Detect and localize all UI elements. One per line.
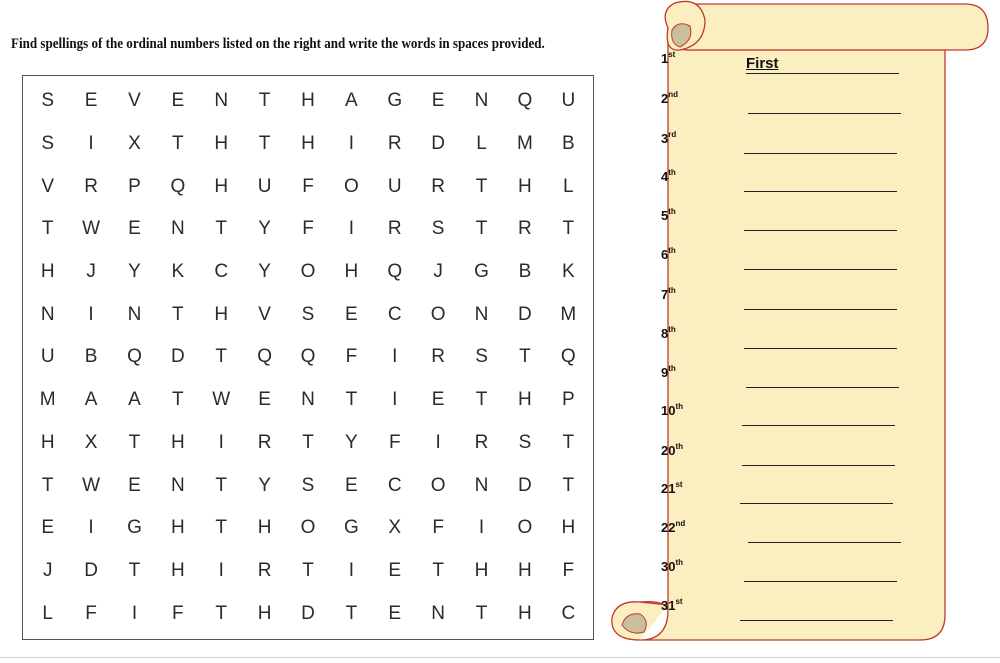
grid-letter[interactable]: T bbox=[258, 133, 271, 155]
answer-blank[interactable] bbox=[744, 230, 897, 231]
ordinal-suffix: st bbox=[675, 480, 683, 489]
ordinal-number: 2 bbox=[661, 91, 669, 106]
ordinal-suffix: st bbox=[668, 50, 676, 59]
grid-letter[interactable]: C bbox=[387, 474, 402, 496]
grid-letter[interactable]: I bbox=[88, 133, 94, 155]
grid-letter[interactable]: Q bbox=[387, 261, 403, 283]
ordinal-label bbox=[661, 91, 678, 106]
grid-letter[interactable]: T bbox=[172, 303, 184, 325]
grid-letter[interactable]: E bbox=[128, 474, 141, 496]
grid-letter[interactable]: T bbox=[258, 90, 271, 112]
grid-letter[interactable]: F bbox=[85, 602, 97, 624]
grid-letter[interactable]: M bbox=[560, 303, 577, 325]
ordinal-row bbox=[661, 443, 921, 473]
grid-letter[interactable]: H bbox=[257, 602, 272, 624]
grid-letter[interactable]: T bbox=[345, 602, 358, 624]
grid-letter[interactable]: D bbox=[301, 602, 315, 624]
grid-letter[interactable]: H bbox=[214, 175, 229, 197]
grid-letter[interactable]: D bbox=[518, 474, 532, 496]
answer-blank[interactable] bbox=[742, 425, 895, 426]
grid-letter[interactable]: T bbox=[562, 474, 575, 496]
grid-letter[interactable]: N bbox=[474, 474, 489, 496]
ordinal-row bbox=[661, 598, 921, 628]
grid-letter[interactable]: T bbox=[562, 218, 575, 240]
ordinal-row bbox=[661, 287, 921, 317]
ordinal-label bbox=[661, 131, 676, 146]
grid-letter[interactable]: I bbox=[348, 218, 355, 240]
grid-letter[interactable]: X bbox=[84, 431, 98, 453]
grid-letter[interactable]: E bbox=[171, 90, 185, 112]
grid-letter[interactable]: L bbox=[42, 602, 53, 624]
ordinal-label bbox=[661, 247, 676, 262]
ordinal-number: 20 bbox=[661, 443, 676, 458]
ordinal-suffix: th bbox=[668, 286, 676, 295]
grid-letter[interactable]: T bbox=[432, 559, 444, 581]
ordinal-number: 8 bbox=[661, 326, 669, 341]
ordinal-suffix: th bbox=[675, 402, 684, 411]
grid-letter[interactable]: T bbox=[172, 389, 184, 411]
grid-letter[interactable]: S bbox=[41, 133, 55, 155]
grid-letter[interactable]: I bbox=[392, 346, 398, 368]
grid-letter[interactable]: I bbox=[348, 559, 355, 581]
grid-letter[interactable]: O bbox=[300, 261, 316, 283]
grid-letter[interactable]: V bbox=[128, 90, 141, 112]
ordinal-suffix: nd bbox=[675, 519, 686, 528]
grid-letter[interactable]: P bbox=[561, 389, 575, 411]
grid-letter[interactable]: J bbox=[42, 559, 53, 581]
grid-letter[interactable]: P bbox=[128, 175, 141, 197]
grid-letter[interactable]: H bbox=[214, 133, 229, 155]
grid-letter[interactable]: W bbox=[212, 389, 231, 411]
answer-blank[interactable] bbox=[744, 153, 897, 154]
ordinal-number: 3 bbox=[661, 131, 669, 146]
grid-letter[interactable]: H bbox=[518, 175, 532, 197]
ordinal-row bbox=[661, 131, 921, 161]
grid-letter[interactable]: S bbox=[431, 218, 445, 240]
grid-letter[interactable]: B bbox=[561, 133, 575, 155]
grid-letter[interactable]: T bbox=[41, 474, 54, 496]
ordinal-label bbox=[661, 169, 676, 184]
grid-letter[interactable]: T bbox=[215, 602, 228, 624]
grid-letter[interactable]: H bbox=[170, 517, 185, 539]
grid-letter[interactable]: X bbox=[128, 133, 141, 155]
ordinal-label bbox=[661, 287, 676, 302]
ordinal-label bbox=[661, 51, 675, 66]
grid-letter[interactable]: K bbox=[561, 261, 575, 283]
grid-letter[interactable]: Y bbox=[345, 431, 358, 453]
grid-letter[interactable]: N bbox=[474, 90, 489, 112]
ordinal-number: 10 bbox=[661, 403, 676, 418]
ordinal-suffix: st bbox=[675, 597, 683, 606]
answer-blank[interactable] bbox=[744, 269, 897, 270]
grid-letter[interactable]: Q bbox=[560, 346, 576, 368]
answer-blank[interactable] bbox=[748, 542, 901, 543]
grid-letter[interactable]: H bbox=[214, 303, 229, 325]
grid-letter[interactable]: U bbox=[257, 175, 272, 197]
ordinal-label bbox=[661, 559, 683, 574]
grid-letter[interactable]: S bbox=[41, 90, 55, 112]
grid-letter[interactable]: M bbox=[39, 389, 56, 411]
ordinal-label bbox=[661, 403, 683, 418]
grid-letter[interactable]: E bbox=[345, 474, 358, 496]
answer-blank[interactable] bbox=[744, 581, 897, 582]
grid-letter[interactable]: G bbox=[387, 90, 403, 112]
grid-letter[interactable]: R bbox=[387, 218, 402, 240]
answer-blank[interactable] bbox=[744, 348, 897, 349]
ordinal-suffix: th bbox=[668, 168, 676, 177]
grid-letter[interactable]: F bbox=[388, 431, 401, 453]
grid-letter[interactable]: S bbox=[475, 346, 488, 368]
grid-letter[interactable]: F bbox=[562, 559, 575, 581]
grid-letter[interactable]: O bbox=[300, 517, 316, 539]
grid-letter[interactable]: H bbox=[301, 90, 315, 112]
ordinal-row bbox=[661, 169, 921, 199]
grid-letter[interactable]: A bbox=[345, 90, 358, 112]
ordinal-number: 1 bbox=[661, 51, 669, 66]
grid-letter[interactable]: R bbox=[257, 431, 272, 453]
grid-letter[interactable]: I bbox=[348, 133, 355, 155]
ordinal-row bbox=[661, 51, 921, 81]
grid-letter[interactable]: R bbox=[387, 133, 402, 155]
grid-letter[interactable]: R bbox=[474, 431, 489, 453]
grid-letter[interactable]: M bbox=[517, 133, 533, 155]
grid-letter[interactable]: U bbox=[40, 346, 55, 368]
grid-letter[interactable]: H bbox=[518, 389, 532, 411]
ordinal-row bbox=[661, 559, 921, 589]
grid-letter[interactable]: T bbox=[215, 474, 228, 496]
ordinal-number: 22 bbox=[661, 520, 676, 535]
grid-letter[interactable]: T bbox=[215, 218, 228, 240]
grid-letter[interactable]: T bbox=[475, 175, 488, 197]
grid-letter[interactable]: E bbox=[258, 389, 271, 411]
ordinal-suffix: rd bbox=[668, 130, 677, 139]
ordinal-label bbox=[661, 443, 683, 458]
instruction-text: Find spellings of the ordinal numbers listed on the right and write the words in spaces provided. bbox=[11, 36, 545, 52]
grid-letter[interactable]: V bbox=[258, 303, 271, 325]
grid-letter[interactable]: N bbox=[474, 303, 489, 325]
grid-letter[interactable]: T bbox=[172, 133, 184, 155]
grid-letter[interactable]: E bbox=[345, 303, 358, 325]
grid-letter[interactable]: N bbox=[214, 90, 229, 112]
grid-letter[interactable]: I bbox=[392, 389, 398, 411]
grid-letter[interactable]: T bbox=[302, 431, 314, 453]
ordinal-suffix: th bbox=[668, 364, 676, 373]
answer-blank[interactable] bbox=[744, 191, 897, 192]
grid-letter[interactable]: H bbox=[170, 559, 185, 581]
grid-letter[interactable]: W bbox=[82, 474, 101, 496]
ordinal-number: 31 bbox=[661, 598, 676, 613]
grid-letter[interactable]: D bbox=[431, 133, 446, 155]
ordinal-row bbox=[661, 208, 921, 238]
grid-letter[interactable]: O bbox=[343, 175, 359, 197]
grid-letter[interactable]: Y bbox=[258, 474, 271, 496]
grid-letter[interactable]: I bbox=[218, 559, 224, 581]
grid-letter[interactable]: T bbox=[41, 218, 54, 240]
grid-letter[interactable]: T bbox=[519, 346, 531, 368]
ordinal-label bbox=[661, 598, 683, 613]
grid-letter[interactable]: F bbox=[345, 346, 358, 368]
grid-letter[interactable]: D bbox=[518, 303, 532, 325]
grid-letter[interactable]: L bbox=[563, 175, 574, 197]
grid-letter[interactable]: R bbox=[518, 218, 532, 240]
ordinal-suffix: th bbox=[675, 442, 684, 451]
grid-letter[interactable]: E bbox=[388, 602, 402, 624]
ordinal-suffix: th bbox=[675, 558, 684, 567]
grid-letter[interactable]: H bbox=[257, 517, 272, 539]
grid-letter[interactable]: U bbox=[561, 90, 576, 112]
grid-letter[interactable]: Q bbox=[170, 175, 186, 197]
grid-letter[interactable]: E bbox=[388, 559, 402, 581]
grid-letter[interactable]: N bbox=[170, 218, 185, 240]
grid-letter[interactable]: Y bbox=[258, 261, 271, 283]
grid-letter[interactable]: H bbox=[561, 517, 576, 539]
ordinal-suffix: th bbox=[668, 325, 676, 334]
grid-letter[interactable]: C bbox=[561, 602, 576, 624]
grid-letter[interactable]: D bbox=[170, 346, 185, 368]
grid-letter[interactable]: X bbox=[388, 517, 402, 539]
grid-letter[interactable]: T bbox=[562, 431, 575, 453]
answer-blank[interactable] bbox=[746, 73, 899, 74]
grid-letter[interactable]: N bbox=[170, 474, 185, 496]
grid-letter[interactable]: D bbox=[84, 559, 98, 581]
ordinal-number: 21 bbox=[661, 481, 676, 496]
grid-letter[interactable]: O bbox=[430, 474, 446, 496]
ordinal-number: 6 bbox=[661, 247, 669, 262]
ordinal-number: 30 bbox=[661, 559, 676, 574]
ordinal-number: 5 bbox=[661, 208, 669, 223]
answer-blank[interactable] bbox=[742, 465, 895, 466]
grid-letter[interactable]: E bbox=[41, 517, 55, 539]
answer-text: First bbox=[746, 55, 779, 72]
grid-letter[interactable]: T bbox=[302, 559, 314, 581]
grid-letter[interactable]: I bbox=[88, 517, 94, 539]
ordinal-row bbox=[661, 91, 921, 121]
ordinal-label bbox=[661, 520, 685, 535]
ordinal-row bbox=[661, 403, 921, 433]
grid-letter[interactable]: S bbox=[518, 431, 532, 453]
answer-blank[interactable] bbox=[740, 503, 893, 504]
ordinal-number: 7 bbox=[661, 287, 669, 302]
grid-letter[interactable]: Q bbox=[127, 346, 142, 368]
grid-letter[interactable]: I bbox=[435, 431, 441, 453]
grid-letter[interactable]: H bbox=[518, 602, 532, 624]
answer-blank[interactable] bbox=[748, 113, 901, 114]
grid-letter[interactable]: J bbox=[86, 261, 96, 283]
grid-letter[interactable]: K bbox=[171, 261, 185, 283]
ordinal-row bbox=[661, 365, 921, 395]
ordinal-suffix: th bbox=[668, 246, 676, 255]
grid-letter[interactable]: T bbox=[475, 602, 488, 624]
grid-letter[interactable]: H bbox=[170, 431, 185, 453]
grid-letter[interactable]: T bbox=[345, 389, 358, 411]
grid-letter[interactable]: T bbox=[128, 431, 141, 453]
grid-letter[interactable]: H bbox=[40, 261, 55, 283]
grid-letter[interactable]: O bbox=[430, 303, 446, 325]
grid-letter[interactable]: T bbox=[475, 389, 488, 411]
ordinal-row bbox=[661, 247, 921, 277]
grid-letter[interactable]: R bbox=[431, 346, 446, 368]
grid-letter[interactable]: T bbox=[128, 559, 141, 581]
grid-letter[interactable]: F bbox=[302, 218, 314, 240]
grid-letter[interactable]: T bbox=[215, 517, 228, 539]
grid-letter[interactable]: F bbox=[302, 175, 314, 197]
grid-letter[interactable]: S bbox=[301, 474, 315, 496]
grid-letter[interactable]: R bbox=[431, 175, 446, 197]
grid-letter[interactable]: N bbox=[301, 389, 315, 411]
grid-letter[interactable]: I bbox=[478, 517, 485, 539]
grid-letter[interactable]: N bbox=[431, 602, 446, 624]
grid-letter[interactable]: E bbox=[128, 218, 141, 240]
grid-letter[interactable]: L bbox=[476, 133, 487, 155]
ordinal-row bbox=[661, 520, 921, 550]
ordinal-suffix: th bbox=[668, 207, 676, 216]
grid-letter[interactable]: G bbox=[474, 261, 489, 283]
grid-letter[interactable]: H bbox=[344, 261, 359, 283]
grid-letter[interactable]: H bbox=[518, 559, 532, 581]
grid-letter[interactable]: T bbox=[215, 346, 228, 368]
grid-letter[interactable]: E bbox=[431, 389, 445, 411]
ordinal-label bbox=[661, 326, 676, 341]
grid-letter[interactable]: F bbox=[172, 602, 184, 624]
grid-letter[interactable]: C bbox=[214, 261, 229, 283]
grid-letter[interactable]: I bbox=[131, 602, 138, 624]
grid-letter[interactable]: E bbox=[84, 90, 98, 112]
grid-letter[interactable]: H bbox=[40, 431, 55, 453]
answer-blank[interactable] bbox=[740, 620, 893, 621]
grid-letter[interactable]: B bbox=[518, 261, 532, 283]
grid-letter[interactable]: V bbox=[41, 175, 55, 197]
grid-letter[interactable]: C bbox=[387, 303, 402, 325]
ordinal-label bbox=[661, 365, 676, 380]
ordinal-number: 9 bbox=[661, 365, 669, 380]
answer-blank[interactable] bbox=[744, 309, 897, 310]
grid-letter[interactable]: G bbox=[127, 517, 142, 539]
grid-letter[interactable]: F bbox=[432, 517, 444, 539]
grid-letter[interactable]: H bbox=[301, 133, 315, 155]
grid-letter[interactable]: A bbox=[128, 389, 141, 411]
grid-letter[interactable]: R bbox=[257, 559, 272, 581]
grid-letter[interactable]: R bbox=[84, 175, 98, 197]
answer-blank[interactable] bbox=[746, 387, 899, 388]
grid-letter[interactable]: Q bbox=[517, 90, 533, 112]
word-search-grid bbox=[26, 80, 590, 635]
grid-letter[interactable]: U bbox=[387, 175, 402, 197]
ordinal-suffix: nd bbox=[668, 90, 679, 99]
grid-letter[interactable]: Q bbox=[257, 346, 272, 368]
grid-letter[interactable]: W bbox=[82, 218, 101, 240]
ordinal-row bbox=[661, 326, 921, 356]
grid-letter[interactable]: T bbox=[475, 218, 488, 240]
grid-letter[interactable]: G bbox=[343, 517, 359, 539]
ordinal-number: 4 bbox=[661, 169, 669, 184]
grid-letter[interactable]: E bbox=[431, 90, 445, 112]
grid-letter[interactable]: I bbox=[88, 303, 94, 325]
grid-letter[interactable]: A bbox=[84, 389, 98, 411]
grid-letter[interactable]: O bbox=[517, 517, 533, 539]
grid-letter[interactable]: Y bbox=[128, 261, 141, 283]
divider bbox=[0, 657, 1000, 658]
grid-letter[interactable]: J bbox=[433, 261, 443, 283]
grid-letter[interactable]: I bbox=[218, 431, 224, 453]
ordinal-label bbox=[661, 481, 683, 496]
ordinal-row bbox=[661, 481, 921, 511]
grid-letter[interactable]: B bbox=[84, 346, 98, 368]
ordinal-label bbox=[661, 208, 676, 223]
grid-letter[interactable]: S bbox=[301, 303, 315, 325]
grid-letter[interactable]: N bbox=[40, 303, 55, 325]
grid-letter[interactable]: H bbox=[474, 559, 489, 581]
grid-letter[interactable]: Q bbox=[300, 346, 316, 368]
grid-letter[interactable]: N bbox=[127, 303, 142, 325]
grid-letter[interactable]: Y bbox=[258, 218, 271, 240]
